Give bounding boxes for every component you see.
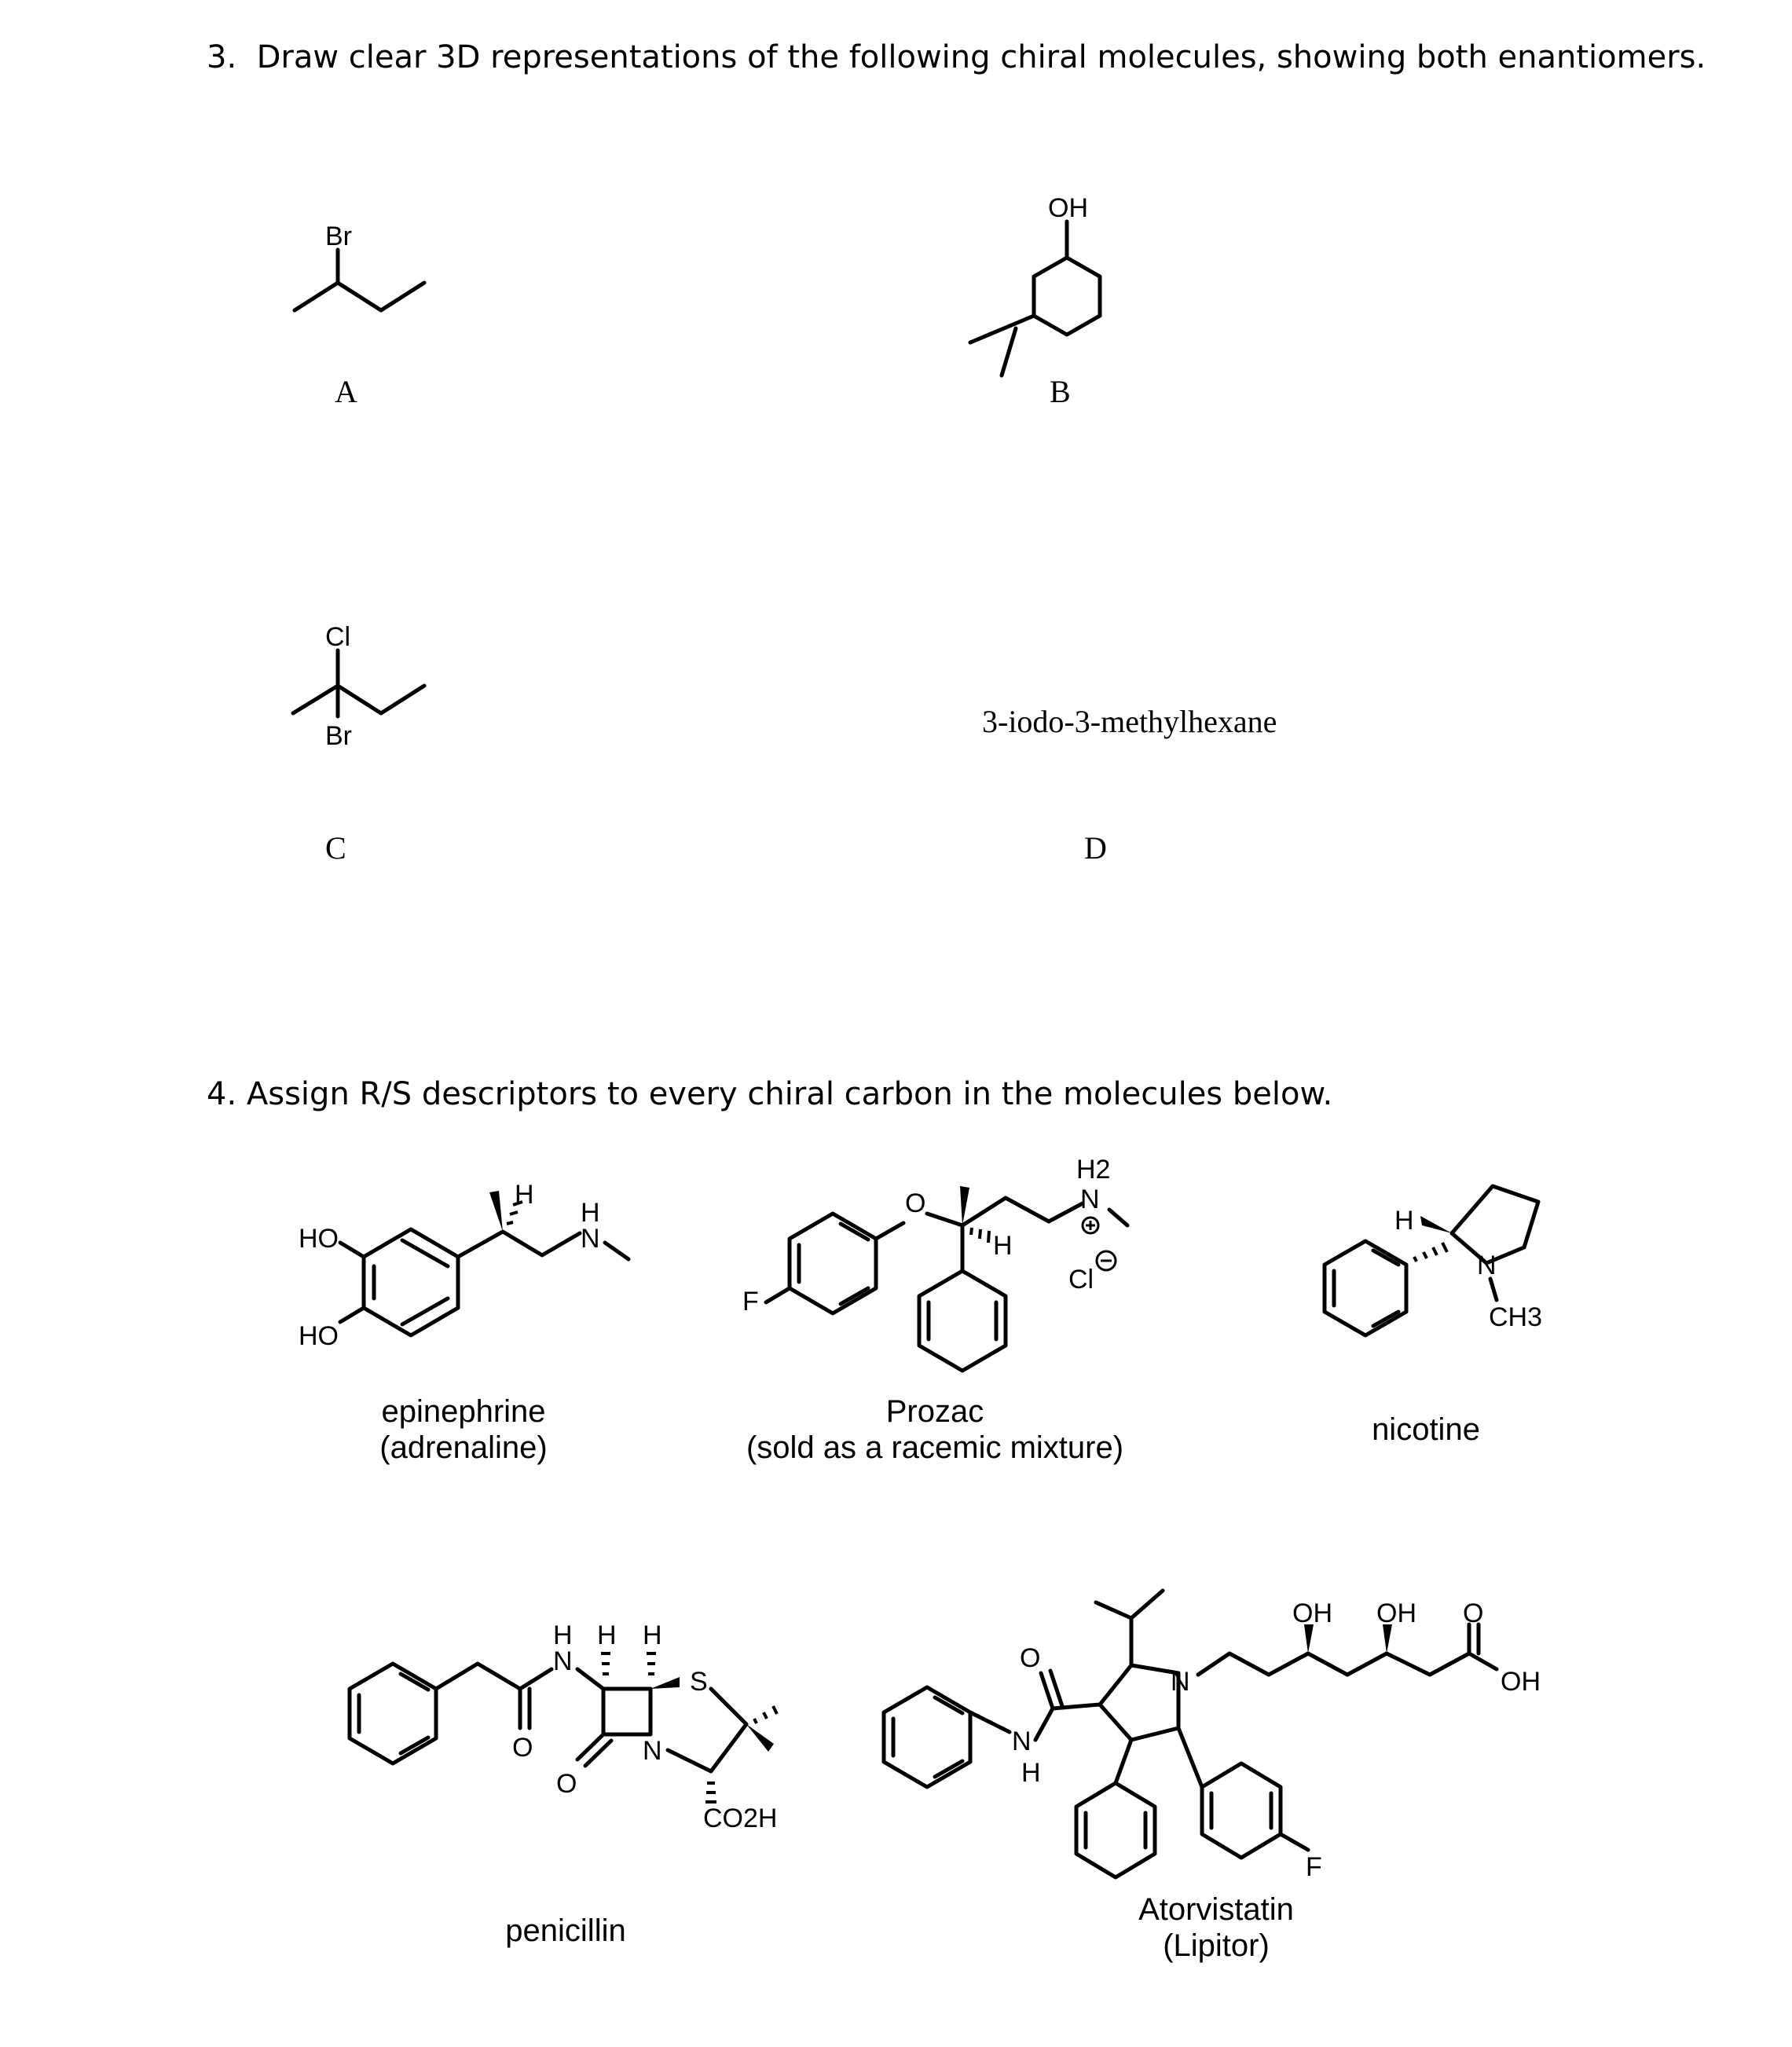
caption-prozac-line2: (sold as a racemic mixture) bbox=[746, 1430, 1124, 1465]
atorvastatin-wedge-1 bbox=[1304, 1624, 1314, 1653]
atorvastatin-pyrrole bbox=[1100, 1665, 1178, 1740]
molecule-c-atom-cl: Cl bbox=[325, 622, 351, 652]
nicotine-methyl-bond bbox=[1490, 1279, 1497, 1300]
atorvastatin-atom-o-acid: O bbox=[1463, 1598, 1484, 1628]
prozac-o-bond-2 bbox=[927, 1214, 962, 1225]
atorvastatin-ring-2 bbox=[1076, 1783, 1155, 1877]
prozac-ring-2 bbox=[919, 1271, 1006, 1371]
atorvastatin-atom-n-amide: N bbox=[1012, 1727, 1032, 1756]
molecule-epinephrine bbox=[299, 1180, 628, 1351]
question-4-text: Assign R/S descriptors to every chiral carbon in the molecules below. bbox=[246, 1076, 1333, 1112]
atorvastatin-f-bond bbox=[1281, 1834, 1308, 1850]
caption-prozac bbox=[746, 1393, 1123, 1466]
prozac-f-bond bbox=[766, 1288, 790, 1302]
penicillin-chain bbox=[436, 1664, 552, 1689]
atorvastatin-ipr-3 bbox=[1131, 1591, 1163, 1618]
prozac-atom-cl: Cl bbox=[1068, 1265, 1094, 1294]
penicillin-atom-s: S bbox=[690, 1667, 708, 1697]
penicillin-atom-o1: O bbox=[512, 1733, 533, 1763]
nicotine-atom-n: N bbox=[1477, 1251, 1497, 1280]
atorvastatin-ring-3-bond bbox=[1178, 1728, 1202, 1787]
atorvastatin-atom-h: H bbox=[1021, 1758, 1041, 1788]
caption-atorvastatin-line2: (Lipitor) bbox=[1163, 1928, 1270, 1963]
caption-epinephrine bbox=[379, 1393, 547, 1466]
atorvastatin-nh-bond bbox=[970, 1712, 1010, 1732]
penicillin-methyl-wedge bbox=[746, 1724, 774, 1752]
molecule-b-ring bbox=[1034, 258, 1100, 335]
epinephrine-methyl bbox=[605, 1243, 628, 1259]
caption-epinephrine-line2: (adrenaline) bbox=[379, 1430, 548, 1465]
prozac-methyl bbox=[1109, 1210, 1127, 1225]
prozac-atom-o: O bbox=[905, 1188, 926, 1218]
molecule-b bbox=[970, 193, 1100, 375]
question-3-number: 3. bbox=[207, 39, 237, 75]
epinephrine-atom-nh-h: H bbox=[581, 1198, 600, 1228]
atorvastatin-atom-oh-acid: OH bbox=[1501, 1667, 1541, 1697]
question-4-number: 4. bbox=[207, 1076, 237, 1112]
atorvastatin-atom-oh-2: OH bbox=[1376, 1598, 1416, 1628]
label-b: B bbox=[1050, 374, 1071, 409]
epinephrine-atom-ho-2: HO bbox=[299, 1321, 339, 1351]
caption-atorvastatin-line1: Atorvistatin bbox=[1138, 1892, 1294, 1927]
caption-prozac-line1: Prozac bbox=[885, 1394, 984, 1429]
atorvastatin-atom-o1: O bbox=[1020, 1643, 1041, 1673]
epinephrine-atom-ho-1: HO bbox=[299, 1224, 339, 1254]
penicillin-co-2a bbox=[577, 1734, 603, 1760]
epinephrine-oh1-bond bbox=[340, 1243, 364, 1257]
molecule-prozac bbox=[742, 1155, 1127, 1371]
question-3-text: Draw clear 3D representations of the following chiral molecules, showing both enantiomers. bbox=[256, 39, 1706, 75]
caption-penicillin: penicillin bbox=[505, 1913, 626, 1948]
epinephrine-ring-inner-1 bbox=[402, 1240, 448, 1266]
penicillin-atom-h3: H bbox=[643, 1620, 662, 1650]
atorvastatin-ipr-2 bbox=[1096, 1602, 1131, 1618]
molecule-b-atom-oh: OH bbox=[1048, 193, 1088, 223]
penicillin-atom-n1: N bbox=[553, 1646, 573, 1676]
molecule-c-atom-br: Br bbox=[325, 721, 352, 751]
penicillin-co2h-hash bbox=[705, 1783, 716, 1802]
molecule-nicotine bbox=[1325, 1186, 1542, 1335]
epinephrine-chain bbox=[458, 1232, 580, 1257]
epinephrine-wedge bbox=[489, 1191, 503, 1232]
molecule-c bbox=[293, 622, 424, 751]
molecule-a bbox=[295, 222, 424, 310]
penicillin-atom-n2: N bbox=[643, 1736, 662, 1766]
prozac-atom-n: N bbox=[1080, 1185, 1100, 1214]
atorvastatin-acid-oh-bond bbox=[1469, 1653, 1497, 1669]
penicillin-thiazolidine bbox=[668, 1689, 746, 1771]
prozac-hash bbox=[971, 1228, 989, 1243]
epinephrine-atom-n: N bbox=[581, 1224, 600, 1254]
caption-epinephrine-line1: epinephrine bbox=[381, 1394, 546, 1429]
molecule-a-atom-br: Br bbox=[325, 222, 352, 251]
prozac-atom-f: F bbox=[742, 1287, 759, 1316]
nicotine-pyridine-ring bbox=[1325, 1241, 1406, 1335]
penicillin-atom-h2: H bbox=[597, 1620, 617, 1650]
molecule-b-methyl-2 bbox=[1002, 328, 1016, 375]
prozac-atom-h: H bbox=[993, 1231, 1013, 1261]
penicillin-hash bbox=[601, 1653, 656, 1674]
caption-atorvastatin bbox=[1138, 1891, 1294, 1964]
nicotine-atom-ch3: CH3 bbox=[1489, 1302, 1543, 1332]
molecule-b-methyl-1 bbox=[970, 316, 1034, 342]
caption-nicotine: nicotine bbox=[1372, 1412, 1480, 1447]
atorvastatin-atom-n-pyrrole: N bbox=[1171, 1667, 1190, 1697]
atorvastatin-ring-1 bbox=[884, 1687, 970, 1787]
penicillin-atom-o2: O bbox=[556, 1769, 577, 1799]
molecule-penicillin bbox=[350, 1620, 777, 1833]
atorvastatin-amide-chain bbox=[1035, 1705, 1100, 1740]
penicillin-methyl-hash bbox=[754, 1706, 777, 1723]
epinephrine-atom-h: H bbox=[515, 1180, 534, 1210]
atorvastatin-ring-3 bbox=[1202, 1763, 1281, 1858]
molecule-d-name: 3-iodo-3-methylhexane bbox=[982, 704, 1277, 739]
atorvastatin-wedge-2 bbox=[1383, 1624, 1392, 1653]
penicillin-wedge-s bbox=[650, 1677, 680, 1689]
atorvastatin-atom-f: F bbox=[1306, 1852, 1322, 1882]
penicillin-lactam-ring bbox=[603, 1689, 650, 1734]
label-a: A bbox=[335, 374, 357, 409]
molecule-a-chain bbox=[295, 283, 424, 310]
penicillin-co-2b bbox=[585, 1741, 611, 1766]
epinephrine-ring-inner-2 bbox=[402, 1298, 448, 1324]
epinephrine-oh2-bond bbox=[340, 1308, 364, 1322]
atorvastatin-side-chain bbox=[1198, 1653, 1469, 1675]
nicotine-wedge bbox=[1420, 1216, 1452, 1233]
prozac-atom-h2: H2 bbox=[1076, 1155, 1111, 1185]
penicillin-atom-nh-h: H bbox=[553, 1620, 573, 1650]
molecule-c-chain bbox=[293, 686, 424, 713]
prozac-chain bbox=[962, 1198, 1083, 1225]
nicotine-hash bbox=[1414, 1243, 1447, 1262]
prozac-o-bond-1 bbox=[876, 1223, 903, 1239]
atorvastatin-atom-oh-1: OH bbox=[1292, 1598, 1332, 1628]
nicotine-atom-h: H bbox=[1394, 1206, 1414, 1236]
penicillin-phenyl-ring bbox=[350, 1664, 436, 1763]
label-d: D bbox=[1084, 830, 1107, 866]
penicillin-n-bond bbox=[577, 1669, 603, 1689]
molecule-atorvastatin bbox=[884, 1591, 1541, 1882]
label-c: C bbox=[325, 830, 346, 866]
prozac-ring-1 bbox=[790, 1214, 876, 1313]
atorvastatin-ring-2-bond bbox=[1116, 1740, 1131, 1783]
penicillin-atom-co2h: CO2H bbox=[703, 1803, 778, 1833]
